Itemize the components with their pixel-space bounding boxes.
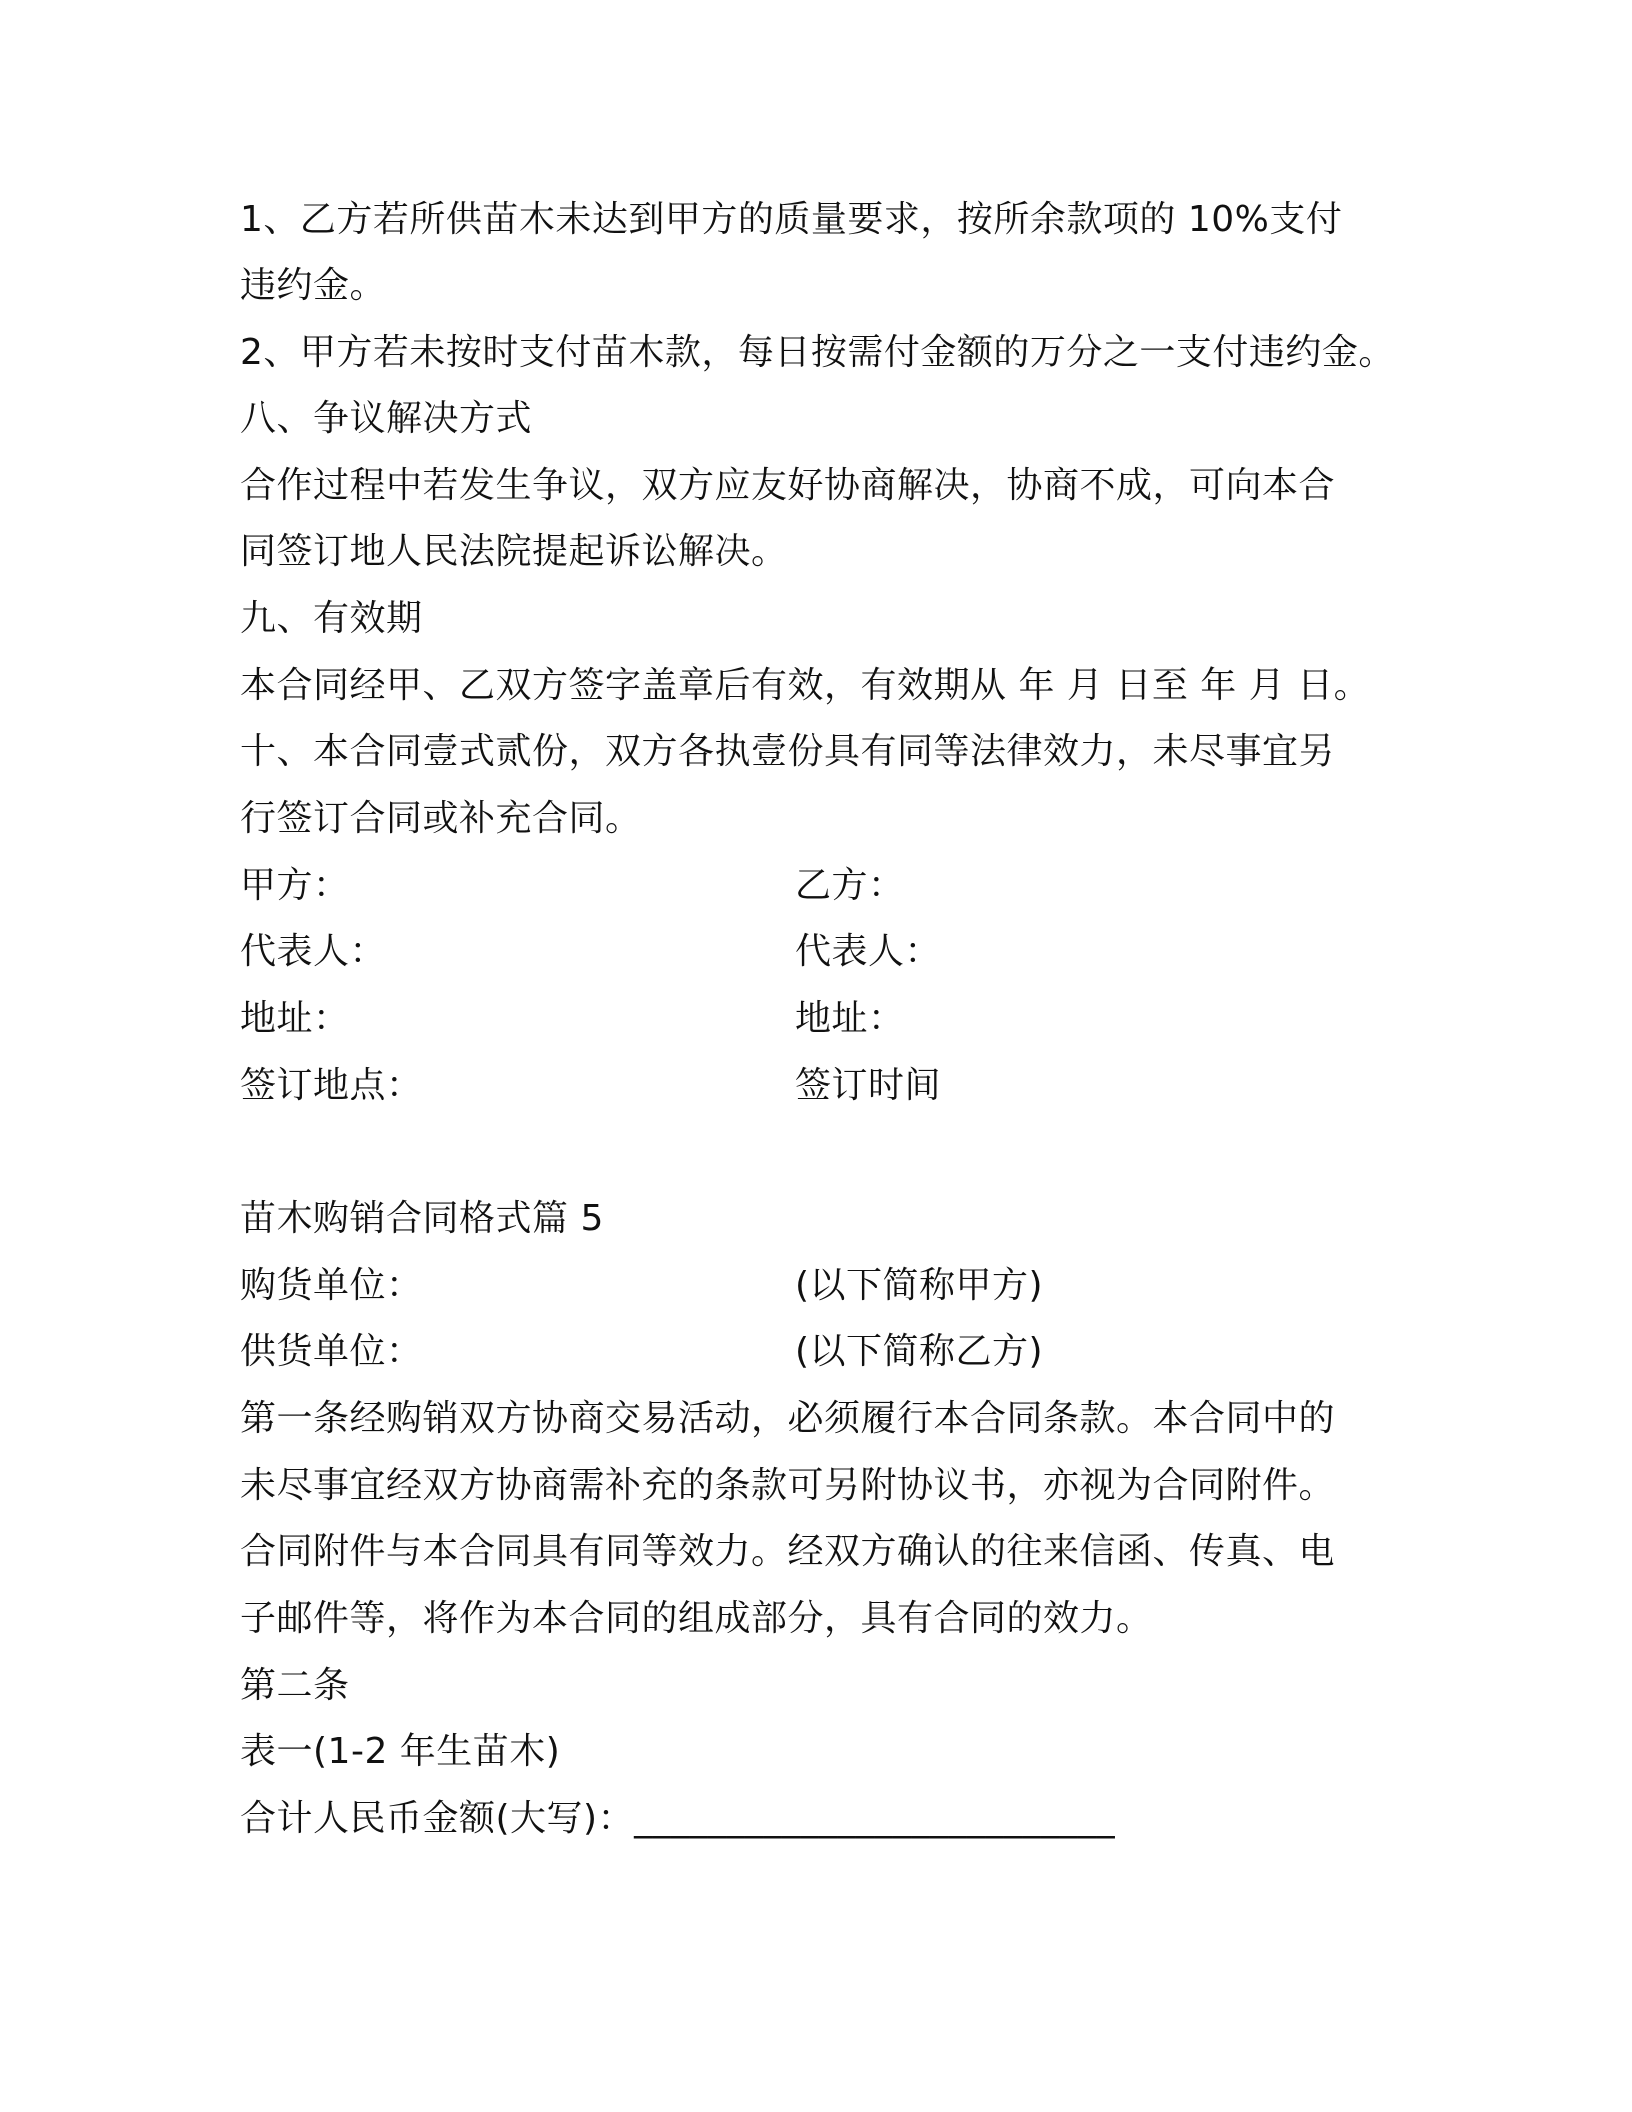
- article-1-line-1: 第一条经购销双方协商交易活动，必须履行本合同条款。本合同中的: [240, 1398, 1336, 1439]
- signing-time-label: 签订时间: [795, 1065, 942, 1106]
- article-1-line-3: 合同附件与本合同具有同等效力。经双方确认的往来信函、传真、电: [240, 1531, 1336, 1572]
- article-1-line-4: 子邮件等，将作为本合同的组成部分，具有合同的效力。: [240, 1598, 1153, 1639]
- penalty-clause-1-line-1: 1、乙方若所供苗木未达到甲方的质量要求，按所余款项的 10%支付: [240, 199, 1343, 240]
- representative-a-label: 代表人：: [240, 931, 387, 972]
- section-10-line-2: 行签订合同或补充合同。: [240, 798, 642, 839]
- penalty-clause-2: 2、甲方若未按时支付苗木款，每日按需付金额的万分之一支付违约金。: [240, 332, 1395, 373]
- penalty-clause-1-line-2: 违约金。: [240, 265, 387, 306]
- total-amount-field: 合计人民币金额(大写)：__________________________: [240, 1798, 1116, 1839]
- article-2-heading: 第二条: [240, 1665, 350, 1706]
- section-9-text: 本合同经甲、乙双方签字盖章后有效，有效期从 年 月 日至 年 月 日。: [240, 665, 1371, 706]
- supplier-note: (以下简称乙方): [795, 1331, 1044, 1372]
- contract-5-title: 苗木购销合同格式篇 5: [240, 1198, 604, 1239]
- article-1-line-2: 未尽事宜经双方协商需补充的条款可另附协议书，亦视为合同附件。: [240, 1465, 1336, 1506]
- signing-place-label: 签订地点：: [240, 1065, 423, 1106]
- section-8-heading: 八、争议解决方式: [240, 398, 533, 439]
- buyer-label: 购货单位：: [240, 1265, 423, 1306]
- section-9-heading: 九、有效期: [240, 598, 423, 639]
- section-8-line-2: 同签订地人民法院提起诉讼解决。: [240, 531, 788, 572]
- party-a-label: 甲方：: [240, 865, 350, 906]
- supplier-label: 供货单位：: [240, 1331, 423, 1372]
- address-a-label: 地址：: [240, 998, 350, 1039]
- section-10-line-1: 十、本合同壹式贰份，双方各执壹份具有同等法律效力，未尽事宜另: [240, 731, 1336, 772]
- buyer-note: (以下简称甲方): [795, 1265, 1044, 1306]
- table-1-title: 表一(1-2 年生苗木): [240, 1731, 561, 1772]
- representative-b-label: 代表人：: [795, 931, 942, 972]
- party-b-label: 乙方：: [795, 865, 905, 906]
- address-b-label: 地址：: [795, 998, 905, 1039]
- section-8-line-1: 合作过程中若发生争议，双方应友好协商解决，协商不成，可向本合: [240, 465, 1336, 506]
